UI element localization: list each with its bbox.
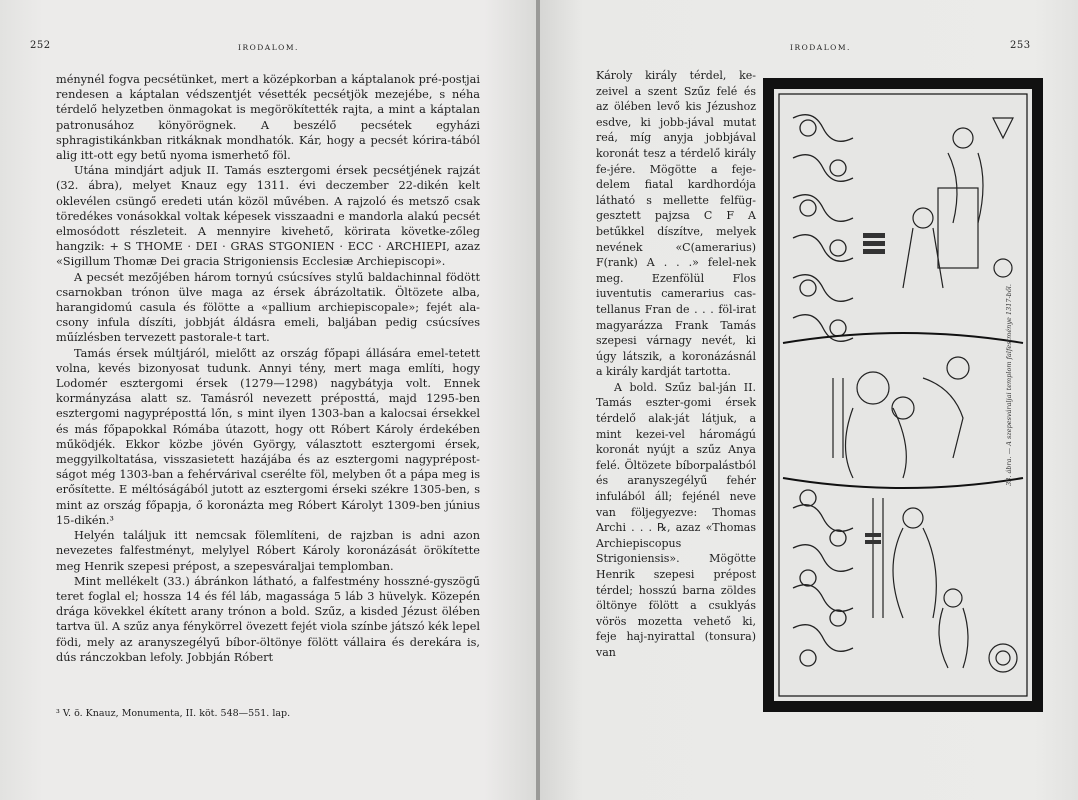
paragraph: ménynél fogva pecsétünket, mert a középkorban a káptalanok pré-postjai rendesen a káptalan védszentjét vésették pecsétjök mezejébe, s néha térdelő helyzetben önmagokat is megörökítették rajta, a mint a káptalan patronusához könyörögnek. A beszélő pecsétek egyházi sphragistikánkban ritkáknak mondhatók. Kár, hogy a pecsét kórira-tából alig itt-ott egy betű nyoma ismerhető föl. [56,73,480,163]
right-body-text [596,68,756,661]
paragraph: Mint mellékelt (33.) ábránkon látható, a falfestmény hosszné-gyszögű teret foglal el; hossza 14 és fél láb, magassága 5 láb 3 hüvelyk. Közepén drága kövekkel ékített arany trónon a bold. Szűz, a kisded Jézust ölében tartva ül. A szűz anya fénykörrel övezett fejét viola színbe játszó kék lepel födi, mely az aranyszegélyű bíbor-öltönye fölött vállaira és derekára is, dús ránczokban lefoly. Jobbján Róbert [56,574,480,664]
left-page [0,0,538,800]
paragraph: A bold. Szűz bal-ján II. Tamás eszter-gomi érsek térdelő alak-ját látjuk, a mint kezei-vel háromágú koronát nyújt a szűz Anya felé. Öltözete bíborpalástból és aranyszegélyű fehér infulából áll; fejénél neve van följegyezve: Thomas Archi . . . ℞, azaz «Thomas Archiepiscopus Strigoniensis». Mögötte Henrik szepesi prépost térdel; hosszú barna zöldes öltönye fölött a csuklyás vörös mozetta vehető ki, feje haj-nyirattal (tonsura) van [596,380,756,659]
page-number: 252 [30,40,51,51]
footnote: ³ V. ö. Knauz, Monumenta, II. köt. 548—551. lap. [56,708,291,719]
fresco-drawing [763,78,1043,712]
paragraph: A pecsét mezőjében három tornyú csúcsíves stylű baldachinnal födött csarnokban trónon ülve maga az érsek ábrázoltatik. Öltözete alba, harangidomú casula és fölötte a «pallium archiepiscopale»; fejét ala-csony infula díszíti, jobbját áldásra emeli, baljában pedig csúcsíves műízlésben tervezett pastorale-t tart. [56,270,480,345]
running-head: IRODALOM. [790,43,851,52]
right-page [540,0,1078,800]
figure-caption: 33. ábra. — A szepesváraljai templom falfestménye 1317-ből. [1005,284,1013,486]
left-body-text [56,72,480,665]
paragraph: Helyén találjuk itt nemcsak fölemlíteni, de rajzban is adni azon nevezetes falfestményt, melylyel Róbert Károly koronázását örökítette meg Henrik szepesi prépost, a szepesváraljai templomban. [56,529,480,573]
paragraph: Károly király térdel, ke-zeivel a szent Szűz felé és az ölében levő kis Jézushoz esdve, ki jobb-jával mutat reá, míg anyja jobbjával koronát tesz a térdelő király fe-jére. Mögötte a feje-delem fiatal kardhordója látható s mellette felfüg-gesztett pajzsa C F A betűkkel díszítve, melyek nevének «C(amerarius) F(rank) A . . .» felel-nek meg. Ezenfölül Flos iuventutis camerarius cas-tellanus Fran de . . . föl-irat magyarázza Frank Tamás szepesi várnagy nevét, ki úgy látszik, a koronázásnál a király kardját tartotta. [596,69,756,379]
fresco-illustration [763,78,1043,712]
paragraph: Tamás érsek múltjáról, mielőtt az ország főpapi állására emel-tetett volna, kevés bizonyosat tudunk. Annyi tény, mert maga említi, hogy Lodomér esztergomi érsek (1279—1298) nagybátyja volt. Ennek kormányzása alatt sz. Tamásról nevezett préposttá, majd 1295-ben esztergomi nagypréposttá lőn, s mint ilyen 1303-ban a kalocsai érsekkel és más főpapokkal Rómába útazott, hogy ott Róbert Károly érdekében működjék. Ekkor közbe jövén György, választott esztergomi érsek, meggyilkoltatása, visszasietett hazájába és az esztergomi nagyprépost-ságot még 1303-ban a fehérvárival cserélte föl, melyben őt a pápa meg is erősítette. E méltóságából jutott az esztergomi érseki székre 1305-ben, s mint az ország főpapja, ő koronázta meg Róbert Károlyt 1309-ben június 15-dikén.³ [56,346,480,527]
running-head: IRODALOM. [238,43,299,52]
paragraph: Utána mindjárt adjuk II. Tamás esztergomi érsek pecsétjének rajzát (32. ábra), melyet Knauz egy 1311. évi deczember 22-dikén kelt oklevélen csüngő eredeti után közöl művében. A rajzoló és metsző csak töredékes vonásokkal voltak képesek visszaadni e mandorla alakú pecsét elmosódott részleteit. A mennyire kivehető, körirata követke-zőleg hangzik: + S THOME · DEI · GRAS STGONIEN · ECC · ARCHIEPI, azaz «Sigillum Thomæ Dei gracia Strigoniensis Ecclesiæ Archiepiscopi». [56,164,480,269]
page-number: 253 [1010,40,1031,51]
